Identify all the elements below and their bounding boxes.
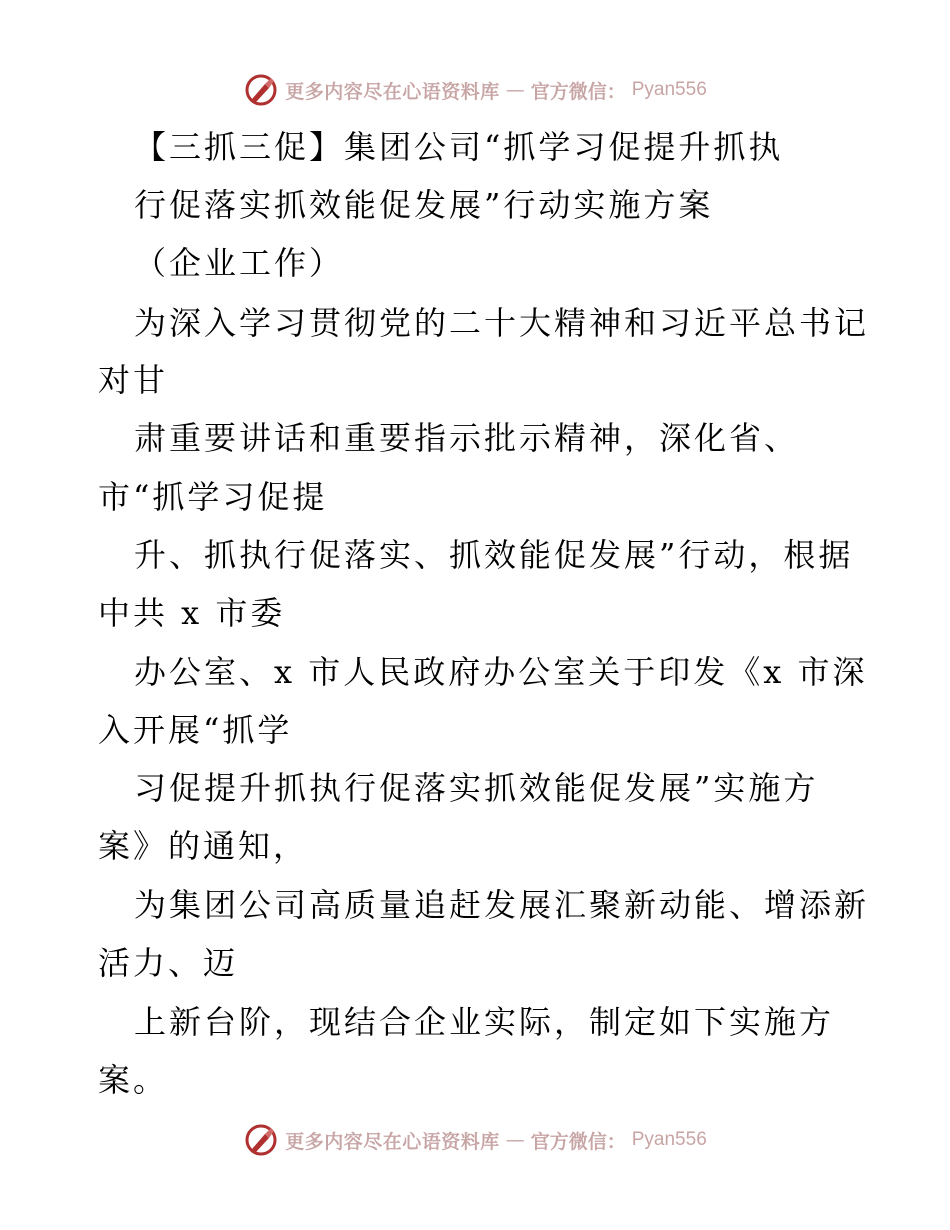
paragraph-line: 上新台阶，现结合企业实际，制定如下实施方: [134, 1003, 835, 1041]
paragraph-line: 办公室、x 市人民政府办公室关于印发《x 市深: [134, 653, 868, 691]
banner-contact-id: Pyan556: [631, 1129, 707, 1150]
banner-title: 更多内容尽在心语资料库: [285, 1130, 500, 1153]
banner-separator: —: [505, 79, 525, 101]
paragraph-line: 习促提升抓执行促落实抓效能促发展”实施方: [134, 769, 819, 807]
paragraph-line: 为深入学习贯彻党的二十大精神和习近平总书记: [134, 304, 870, 342]
footer-banner: [0, 1120, 950, 1160]
paragraph-line: 中共 x 市委: [98, 594, 286, 632]
document-subtitle: （企业工作）: [134, 244, 345, 282]
pen-logo-icon: [243, 1122, 279, 1158]
banner-contact-label: 官方微信：: [530, 1130, 626, 1153]
paragraph-line: 案》的通知，: [98, 827, 309, 865]
paragraph-line: 升、抓执行促落实、抓效能促发展”行动，根据: [134, 536, 854, 574]
document-title-line-2: 行促落实抓效能促发展”行动实施方案: [134, 186, 714, 224]
paragraph-line: 案。: [98, 1061, 169, 1099]
paragraph-line: 市“抓学习促提: [98, 478, 328, 516]
paragraph-line: 入开展“抓学: [98, 711, 293, 749]
paragraph-line: 为集团公司高质量追赶发展汇聚新动能、增添新: [134, 886, 870, 924]
paragraph-line: 活力、迈: [98, 944, 239, 982]
document-title-line-1: 【三抓三促】集团公司“抓学习促提升抓执: [134, 128, 784, 166]
paragraph-line: 肃重要讲话和重要指示批示精神，深化省、: [134, 419, 800, 457]
paragraph-line: 对甘: [98, 361, 169, 399]
banner-contact-label: 官方微信：: [530, 80, 626, 103]
banner-title: 更多内容尽在心语资料库: [285, 80, 500, 103]
banner-contact-id: Pyan556: [631, 79, 707, 100]
banner-separator: —: [505, 1129, 525, 1151]
